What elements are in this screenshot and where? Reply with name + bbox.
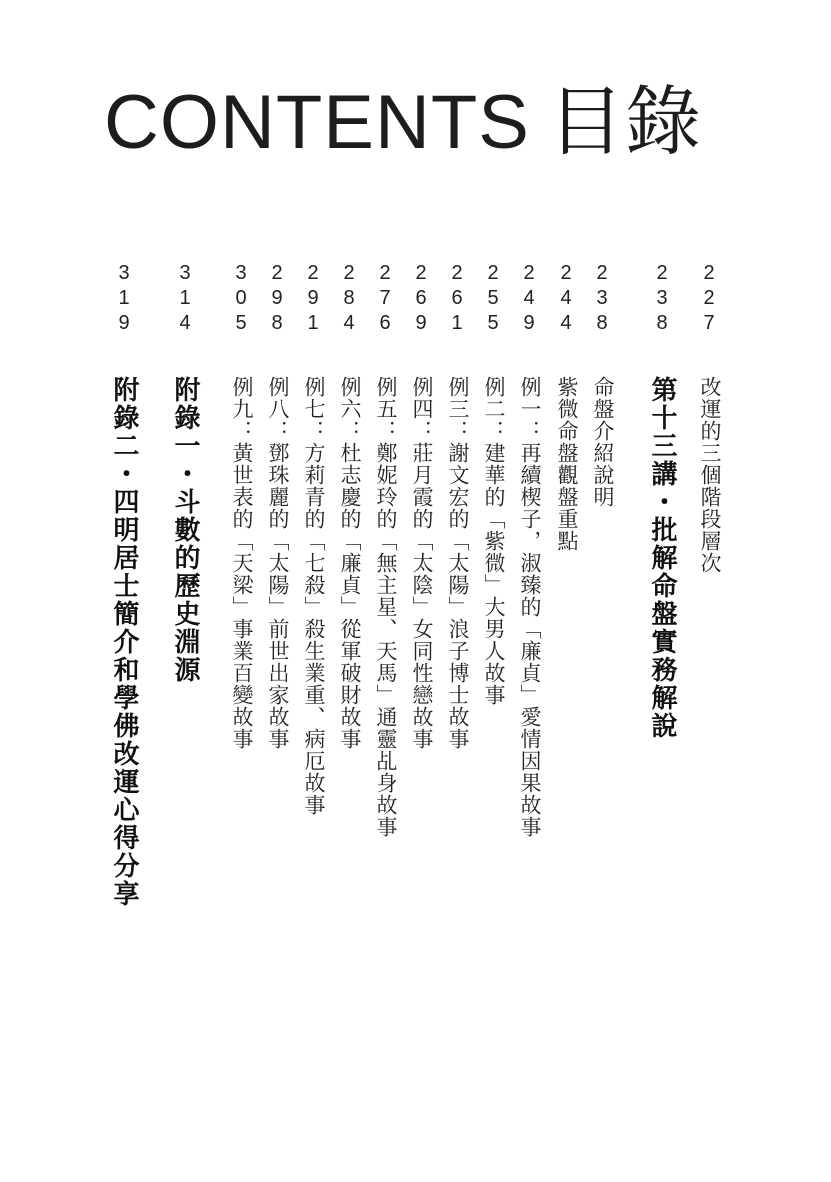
page-number: 284 xyxy=(338,262,360,337)
toc-entry[interactable] xyxy=(266,262,290,750)
toc-entry[interactable] xyxy=(374,262,398,838)
toc-entry[interactable] xyxy=(698,262,722,574)
toc-entry[interactable] xyxy=(446,262,470,750)
title-english: CONTENTS xyxy=(104,80,530,165)
page-number: 238 xyxy=(651,262,673,337)
entry-title: 例五：鄭妮玲的「無主星、天馬」通靈乩身故事 xyxy=(374,376,398,838)
toc-entry[interactable] xyxy=(518,262,542,838)
page-number: 255 xyxy=(482,262,504,337)
toc-entry[interactable] xyxy=(230,262,254,750)
page-number: 298 xyxy=(266,262,288,337)
page-number: 319 xyxy=(113,262,135,337)
entry-title: 例六：杜志慶的「廉貞」從軍破財故事 xyxy=(338,376,362,750)
entry-title: 例四：莊月霞的「太陰」女同性戀故事 xyxy=(410,376,434,750)
toc-entry[interactable] xyxy=(555,262,579,552)
page-number: 276 xyxy=(374,262,396,337)
entry-title: 例八：鄧珠麗的「太陽」前世出家故事 xyxy=(266,376,290,750)
toc-entry[interactable] xyxy=(170,262,200,684)
toc-entry[interactable] xyxy=(482,262,506,706)
entry-title: 紫微命盤觀盤重點 xyxy=(555,376,579,552)
toc-entry[interactable] xyxy=(302,262,326,816)
page-number: 227 xyxy=(698,262,720,337)
toc-entry[interactable] xyxy=(647,262,677,740)
page-number: 261 xyxy=(446,262,468,337)
toc-entry[interactable] xyxy=(591,262,615,508)
entry-title: 例七：方莉青的「七殺」殺生業重、病厄故事 xyxy=(302,376,326,816)
toc-entry[interactable] xyxy=(109,262,139,908)
entry-title: 例三：謝文宏的「太陽」浪子博士故事 xyxy=(446,376,470,750)
page-number: 238 xyxy=(591,262,613,337)
title-chinese: 目錄 xyxy=(548,77,702,166)
page-title xyxy=(104,77,702,166)
page-number: 249 xyxy=(518,262,540,337)
toc-entry[interactable] xyxy=(338,262,362,750)
entry-title: 第十三講・批解命盤實務解說 xyxy=(647,376,677,740)
entry-title: 例九：黃世表的「天梁」事業百變故事 xyxy=(230,376,254,750)
page-number: 314 xyxy=(174,262,196,337)
entry-title: 改運的三個階段層次 xyxy=(698,376,722,574)
page-number: 244 xyxy=(555,262,577,337)
entry-title: 例二：建華的「紫微」大男人故事 xyxy=(482,376,506,706)
entry-title: 命盤介紹說明 xyxy=(591,376,615,508)
table-of-contents xyxy=(0,262,831,1162)
toc-entry[interactable] xyxy=(410,262,434,750)
entry-title: 例一：再續楔子，淑臻的「廉貞」愛情因果故事 xyxy=(518,376,542,838)
entry-title: 附錄一・斗數的歷史淵源 xyxy=(170,376,200,684)
entry-title: 附錄二・四明居士簡介和學佛改運心得分享 xyxy=(109,376,139,908)
page-number: 269 xyxy=(410,262,432,337)
page-number: 305 xyxy=(230,262,252,337)
page-number: 291 xyxy=(302,262,324,337)
